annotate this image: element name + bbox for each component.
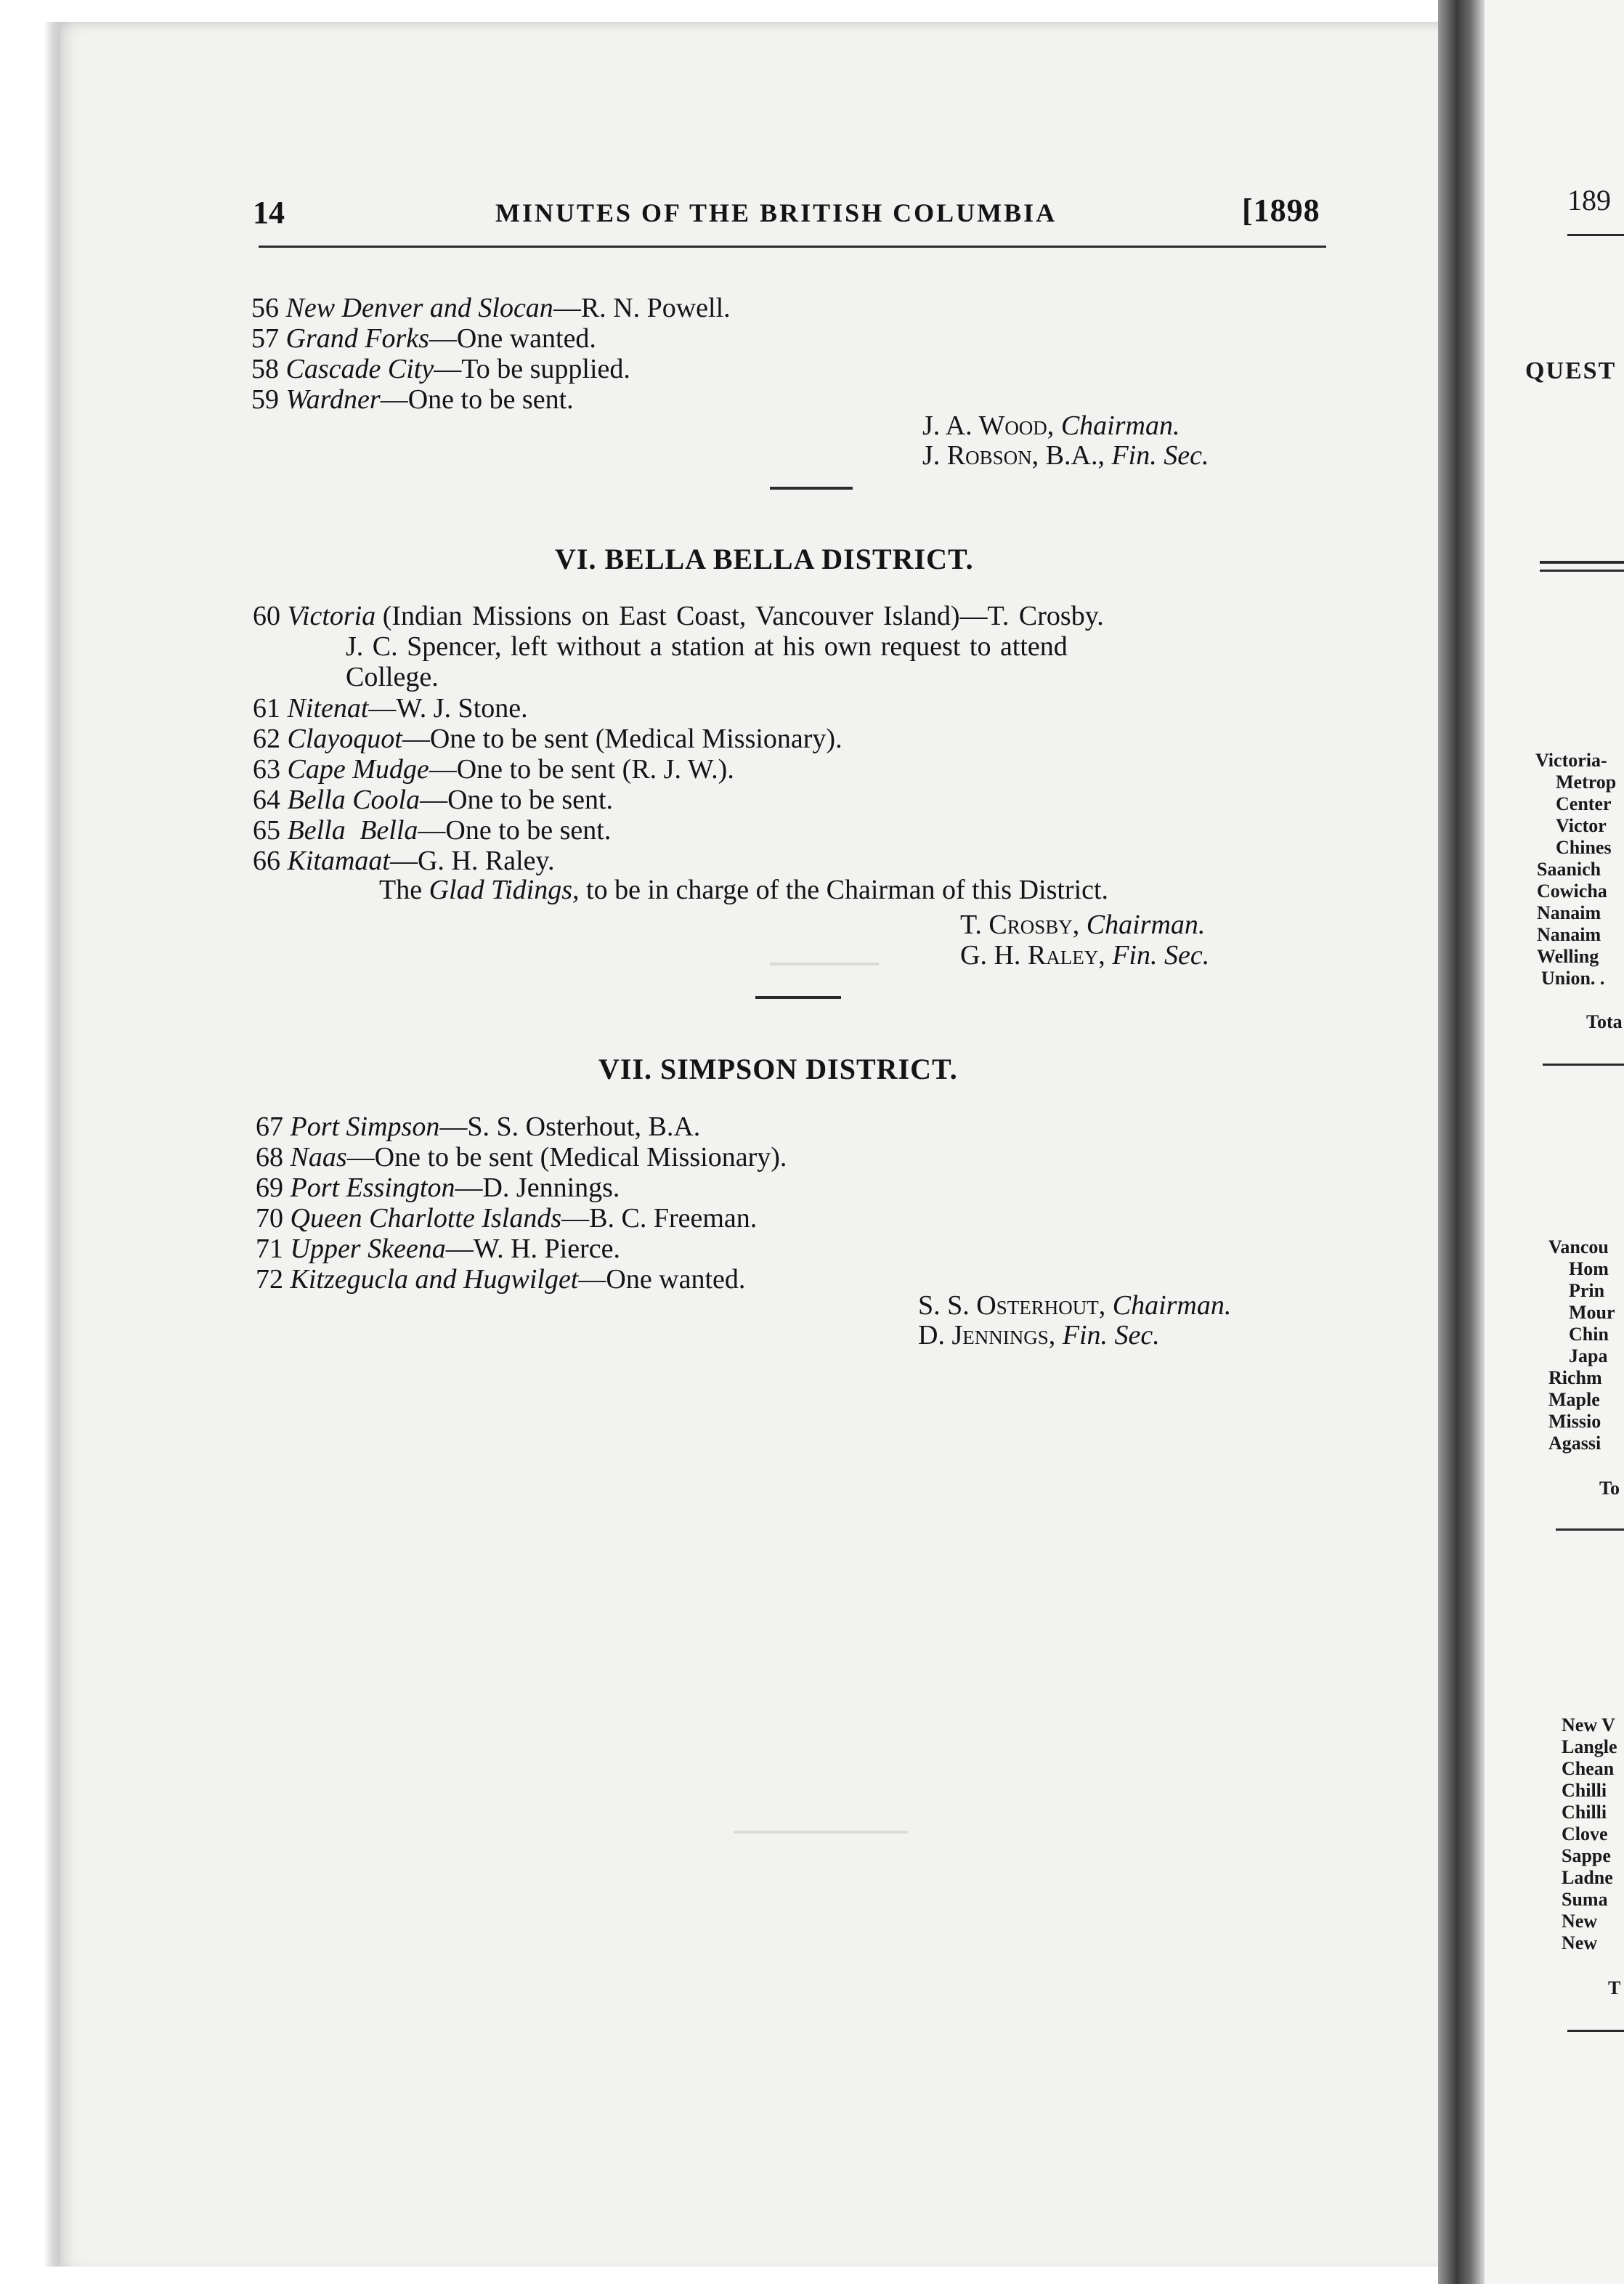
station-appointment: (Indian Missions on East Coast, Vancouver Island)—T. Crosby.	[382, 601, 1104, 631]
chairman-name: T. Crosby,	[960, 910, 1080, 940]
right-table-row: Welling	[1537, 946, 1599, 967]
station-entry	[253, 754, 734, 785]
station-number: 57	[251, 323, 279, 354]
right-table-row: Cowicha	[1537, 880, 1607, 902]
station-place: New Denver and Slocan	[285, 293, 553, 323]
right-table-row: Metrop	[1556, 772, 1617, 793]
right-table-row: Chin	[1569, 1324, 1609, 1345]
right-table-row: Nanaim	[1537, 924, 1601, 945]
station-place: Cascade City	[285, 354, 434, 384]
station-place: Cape Mudge	[287, 754, 429, 785]
right-table-row: Chean	[1562, 1758, 1615, 1779]
right-table-row: Chines	[1556, 837, 1612, 858]
chairman-signature	[918, 1290, 1231, 1321]
station-entry	[253, 693, 528, 724]
station-appointment: —G. H. Raley.	[389, 846, 555, 876]
header-year: [1898	[1242, 193, 1320, 228]
right-table-row: New	[1562, 1911, 1598, 1932]
station-number: 60	[253, 601, 280, 631]
station-entry	[251, 323, 596, 354]
station-place: Bella Coola	[287, 785, 421, 815]
station-entry	[253, 601, 1328, 631]
district-heading: VII. SIMPSON DISTRICT.	[598, 1053, 958, 1085]
district-heading: VI. BELLA BELLA DISTRICT.	[555, 543, 974, 575]
fin-sec-name: D. Jennings,	[918, 1320, 1056, 1350]
right-table-row: Victor	[1556, 815, 1607, 836]
station-appointment: —B. C. Freeman.	[561, 1203, 758, 1234]
station-number: 67	[256, 1111, 283, 1142]
fin-sec-signature	[960, 940, 1209, 971]
station-appointment: —One to be sent (R. J. W.).	[429, 754, 734, 785]
fin-sec-role: Fin. Sec.	[1062, 1320, 1160, 1350]
station-place: Port Simpson	[290, 1111, 440, 1142]
fin-sec-name: G. H. Raley,	[960, 940, 1105, 971]
right-table-row: Center	[1556, 793, 1612, 814]
chairman-signature	[922, 410, 1180, 441]
station-appointment: —One wanted.	[578, 1264, 746, 1295]
station-appointment: —One to be sent.	[380, 384, 574, 415]
station-place: Port Essington	[290, 1173, 455, 1203]
station-appointment: —One to be sent.	[420, 785, 614, 815]
right-page	[1485, 0, 1624, 2284]
station-place: Kitamaat	[287, 846, 390, 876]
station-place: Clayoquot	[287, 724, 402, 754]
station-number: 56	[251, 293, 279, 323]
header-rule	[259, 246, 1326, 248]
station-entry	[256, 1264, 745, 1295]
station-entry	[253, 846, 555, 876]
station-number: 70	[256, 1203, 283, 1234]
fin-sec-role: Fin. Sec.	[1111, 440, 1209, 471]
station-appointment: —One to be sent (Medical Missionary).	[346, 1142, 787, 1173]
fin-sec-name: J. Robson, B.A.,	[922, 440, 1105, 471]
right-table-rule	[1567, 2030, 1624, 2032]
right-table-total: T	[1608, 1977, 1621, 1998]
station-appointment: —W. J. Stone.	[368, 693, 528, 724]
note-text: to be in charge of the Chairman of this District.	[586, 875, 1109, 905]
right-table-row: Mour	[1569, 1302, 1615, 1323]
right-table-rule	[1556, 1528, 1624, 1531]
station-number: 58	[251, 354, 279, 384]
chairman-name: J. A. Wood,	[922, 410, 1055, 441]
right-double-rule	[1540, 570, 1624, 572]
chairman-role: Chairman.	[1060, 410, 1180, 441]
station-entry	[253, 815, 611, 846]
station-number: 69	[256, 1173, 283, 1203]
station-number: 66	[253, 846, 280, 876]
right-table-row: Richm	[1548, 1367, 1602, 1388]
book-gutter	[1438, 0, 1485, 2284]
right-table-row: Nanaim	[1537, 902, 1601, 923]
station-note-line: J. C. Spencer, left without a station at his own request to attend	[346, 631, 1068, 662]
right-table-row: Agassi	[1548, 1433, 1601, 1454]
right-table-row: Vancou	[1548, 1236, 1609, 1258]
chairman-name: S. S. Osterhout,	[918, 1290, 1106, 1321]
fin-sec-signature	[918, 1320, 1160, 1350]
chairman-role: Chairman.	[1086, 910, 1206, 940]
fin-sec-role: Fin. Sec.	[1112, 940, 1210, 971]
right-table-total: Tota	[1586, 1011, 1623, 1032]
station-entry	[253, 724, 843, 754]
station-note-line: College.	[346, 662, 439, 692]
district-note	[379, 875, 1108, 905]
station-number: 68	[256, 1142, 283, 1173]
right-table-row: Suma	[1562, 1889, 1608, 1910]
station-appointment: —W. H. Pierce.	[445, 1234, 620, 1264]
right-table-row: New	[1562, 1932, 1598, 1953]
station-appointment: —One to be sent (Medical Missionary).	[402, 724, 843, 754]
station-appointment: —D. Jennings.	[455, 1173, 620, 1203]
station-entry	[256, 1142, 787, 1173]
station-number: 62	[253, 724, 280, 754]
bleed-through-rule	[734, 1831, 908, 1834]
chairman-role: Chairman.	[1112, 1290, 1232, 1321]
station-entry	[256, 1111, 700, 1142]
note-prefix: The	[379, 875, 423, 905]
station-entry	[253, 785, 613, 815]
right-table-row: Hom	[1569, 1258, 1609, 1279]
section-divider	[770, 487, 853, 490]
station-appointment: —To be supplied.	[434, 354, 630, 384]
right-table-row: Missio	[1548, 1411, 1601, 1432]
right-page-year: 189	[1567, 184, 1611, 216]
station-entry	[251, 293, 731, 323]
right-table-row: Chilli	[1562, 1802, 1607, 1823]
station-place: Kitzegucla and Hugwilget	[290, 1264, 579, 1295]
right-table-row: Prin	[1569, 1280, 1605, 1301]
station-appointment: —S. S. Osterhout, B.A.	[439, 1111, 701, 1142]
chairman-signature	[960, 910, 1205, 940]
station-place: Victoria	[287, 601, 376, 631]
station-place: Queen Charlotte Islands	[290, 1203, 562, 1234]
fin-sec-signature	[922, 440, 1209, 471]
note-ship-name: Glad Tidings,	[429, 875, 580, 905]
station-appointment: —One to be sent.	[418, 815, 612, 846]
station-place: Wardner	[285, 384, 381, 415]
right-table-row: Sappe	[1562, 1845, 1611, 1866]
right-page-heading: QUEST	[1525, 357, 1617, 384]
right-table-row: Japa	[1569, 1345, 1608, 1366]
right-table-row: Victoria-	[1535, 750, 1607, 771]
station-place: Naas	[290, 1142, 347, 1173]
bleed-through-rule	[770, 963, 879, 965]
station-place: Upper Skeena	[290, 1234, 446, 1264]
station-entry	[251, 354, 630, 384]
station-appointment: —R. N. Powell.	[553, 293, 731, 323]
right-table-row: Maple	[1548, 1389, 1600, 1410]
right-table-row: Chilli	[1562, 1780, 1607, 1801]
right-table-row: Saanich	[1537, 859, 1601, 880]
station-entry	[256, 1173, 620, 1203]
right-header-rule	[1567, 234, 1624, 236]
section-divider	[755, 996, 841, 999]
right-table-row: Langle	[1562, 1736, 1617, 1757]
station-number: 71	[256, 1234, 283, 1264]
station-entry	[256, 1234, 620, 1264]
right-table-row: Clove	[1562, 1823, 1608, 1844]
station-number: 65	[253, 815, 280, 846]
right-table-row: Union. .	[1541, 968, 1605, 989]
station-entry	[251, 384, 574, 415]
right-double-rule	[1540, 561, 1624, 564]
station-appointment: —One wanted.	[429, 323, 596, 354]
right-table-rule	[1543, 1064, 1624, 1066]
station-number: 59	[251, 384, 279, 415]
station-number: 64	[253, 785, 280, 815]
right-table-row: New V	[1562, 1714, 1615, 1736]
station-number: 63	[253, 754, 280, 785]
running-title: MINUTES OF THE BRITISH COLUMBIA	[495, 198, 1057, 227]
station-number: 61	[253, 693, 280, 724]
right-table-row: Ladne	[1562, 1867, 1613, 1888]
station-place: Bella Bella	[287, 815, 418, 846]
station-entry	[256, 1203, 757, 1234]
page-number: 14	[253, 195, 285, 230]
station-place: Grand Forks	[285, 323, 429, 354]
right-table-total: To	[1599, 1478, 1620, 1499]
station-place: Nitenat	[287, 693, 369, 724]
station-number: 72	[256, 1264, 283, 1295]
